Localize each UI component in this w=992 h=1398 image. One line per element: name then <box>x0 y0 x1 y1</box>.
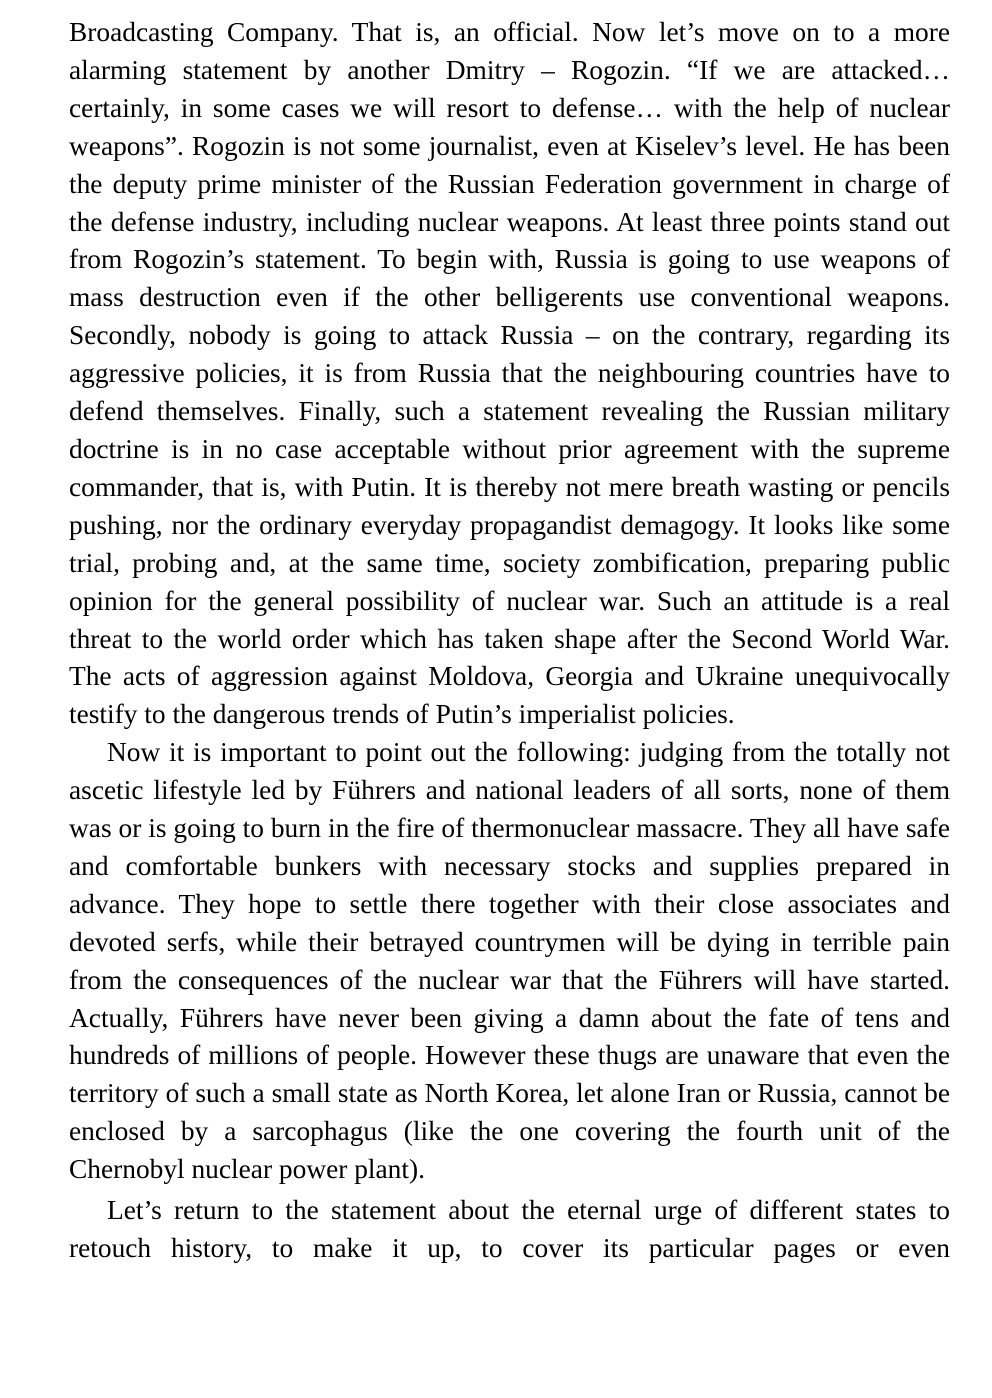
paragraph-retouch-history: Let’s return to the statement about the eternal urge of different states to retouch history, to make it up, to cover its particular pages or even <box>69 1195 950 1263</box>
document-page <box>69 14 950 1268</box>
paragraph-rogozin-statement: Broadcasting Company. That is, an official. Now let’s move on to a more alarming statement by another Dmitry – Rogozin. “If we are attacked… certainly, in some cases we will resort to defense… with the help of nuclear weapons”. Rogozin is not some journalist, even at Kiselev’s level. He has been the deputy prime minister of the Russian Federation government in charge of the defense industry, including nuclear weapons. At least three points stand out from Rogozin’s statement. To begin with, Russia is going to use weapons of mass destruction even if the other belligerents use conventional weapons. Secondly, nobody is going to attack Russia – on the contrary, regarding its aggressive policies, it is from Russia that the neighbouring countries have to defend themselves. Finally, such a statement revealing the Russian military doctrine is in no case acceptable without prior agreement with the supreme commander, that is, with Putin. It is thereby not mere breath wasting or pencils pushing, nor the ordinary everyday propagandist demagogy. It looks like some trial, probing and, at the same time, society zombification, preparing public opinion for the general possibility of nuclear war. Such an attitude is a real threat to the world order which has taken shape after the Second World War. The acts of aggression against Moldova, Georgia and Ukraine unequivocally testify to the dangerous trends of Putin’s imperialist policies. <box>69 17 950 730</box>
paragraph-fuhrers-bunkers: Now it is important to point out the following: judging from the totally not ascetic lifestyle led by Führers and national leaders of all sorts, none of them was or is going to burn in the fire of thermonuclear massacre. They all have safe and comfortable bunkers with necessary stocks and supplies prepared in advance. They hope to settle there together with their close associates and devoted serfs, while their betrayed countrymen will be dying in terrible pain from the consequences of the nuclear war that the Führers will have started. Actually, Führers have never been giving a damn about the fate of tens and hundreds of millions of people. However these thugs are unaware that even the territory of such a small state as North Korea, let alone Iran or Russia, cannot be enclosed by a sarcophagus (like the one covering the fourth unit of the Chernobyl nuclear power plant). <box>69 737 950 1185</box>
